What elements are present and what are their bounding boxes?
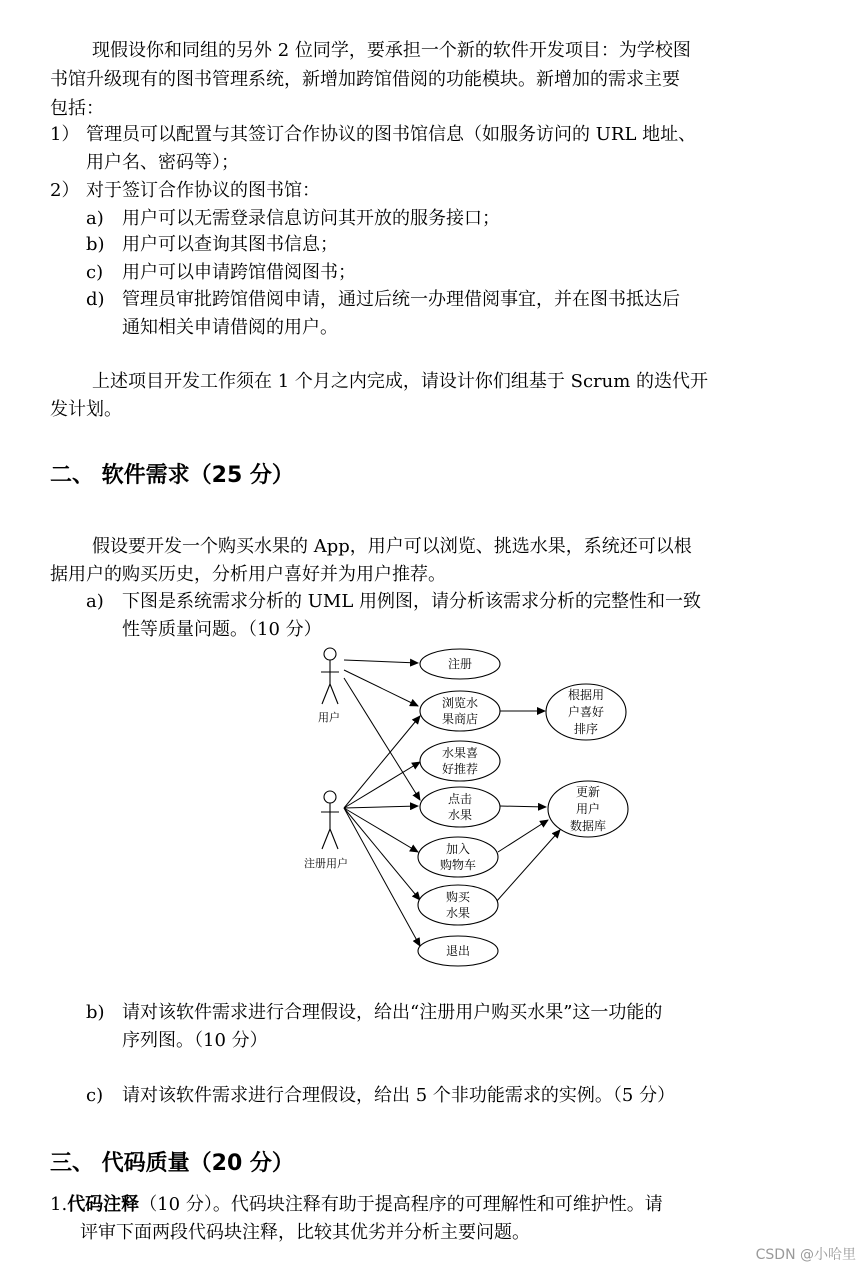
use-case-label: 用户 [575, 802, 601, 816]
section-heading: 二、 软件需求（25 分） [50, 463, 294, 488]
use-case-label: 注册 [447, 657, 473, 671]
use-case-label: 更新 [575, 785, 601, 799]
question-text: 序列图。（10 分） [122, 1030, 268, 1051]
sub-list-text: 用户可以申请跨馆借阅图书； [122, 262, 356, 283]
list-number: 2） [50, 180, 80, 201]
intro-paragraph-line: 包括： [50, 98, 104, 119]
use-case-label: 根据用 [567, 688, 605, 702]
use-case-label: 购买 [445, 890, 471, 904]
use-case-label: 户喜好 [567, 705, 605, 719]
task-paragraph-line: 发计划。 [50, 399, 122, 420]
actor-user-label: 用户 [318, 711, 340, 724]
use-case-label: 水果 [445, 906, 471, 920]
question-marker: c) [86, 1085, 104, 1106]
section2-intro-line: 据用户的购买历史，分析用户喜好并为用户推荐。 [50, 564, 446, 585]
question-text: 性等质量问题。（10 分） [122, 619, 322, 640]
section-heading: 三、 代码质量（20 分） [50, 1151, 294, 1176]
sub-list-text: 用户可以无需登录信息访问其开放的服务接口； [122, 208, 500, 229]
sub-list-text: 用户可以查询其图书信息； [122, 234, 338, 255]
sub-list-marker: c) [86, 262, 104, 283]
sub-list-text: 管理员审批跨馆借阅申请，通过后统一办理借阅事宜，并在图书抵达后 [122, 289, 680, 310]
use-case-label: 点击 [447, 792, 473, 806]
question-text: 请对该软件需求进行合理假设，给出“注册用户购买水果”这一功能的 [122, 1002, 663, 1023]
use-case-label: 水果喜 [441, 746, 479, 760]
use-case-label: 水果 [447, 808, 473, 822]
sub-list-marker: b) [86, 234, 105, 255]
actor-registered-user-figure [321, 791, 339, 849]
question-text: 请对该软件需求进行合理假设，给出 5 个非功能需求的实例。（5 分） [122, 1085, 676, 1106]
list-item-line: 评审下面两段代码块注释，比较其优劣并分析主要问题。 [80, 1222, 530, 1243]
sub-list-marker: d) [86, 289, 105, 310]
uml-use-case-diagram [290, 640, 640, 970]
use-case-label: 退出 [445, 944, 471, 958]
question-marker: a) [86, 591, 104, 612]
use-case-label: 加入 [445, 842, 471, 856]
section2-intro-line: 假设要开发一个购买水果的 App，用户可以浏览、挑选水果，系统还可以根 [92, 536, 692, 557]
list-item-line [50, 1190, 663, 1219]
use-case-label: 数据库 [569, 819, 607, 833]
use-case-label: 好推荐 [441, 762, 479, 776]
list-item-text: 管理员可以配置与其签订合作协议的图书馆信息（如服务访问的 URL 地址、 [86, 124, 697, 145]
use-case-label: 果商店 [441, 712, 479, 726]
sub-list-marker: a) [86, 208, 104, 229]
use-case-label: 排序 [573, 722, 599, 736]
use-case-label: 购物车 [439, 858, 477, 872]
list-item-text: 对于签订合作协议的图书馆： [86, 180, 320, 201]
sub-list-text: 通知相关申请借阅的用户。 [122, 317, 338, 338]
list-number: 1） [50, 124, 80, 145]
intro-paragraph-line: 现假设你和同组的另外 2 位同学，要承担一个新的软件开发项目：为学校图 [92, 40, 691, 61]
list-number: 1. [50, 1194, 68, 1215]
bold-term: 代码注释 [67, 1194, 140, 1215]
task-paragraph-line: 上述项目开发工作须在 1 个月之内完成，请设计你们组基于 Scrum 的迭代开 [92, 371, 709, 392]
list-item-text: 用户名、密码等）； [86, 152, 239, 173]
actor-registered-user-label: 注册用户 [304, 857, 348, 870]
question-marker: b) [86, 1002, 105, 1023]
watermark: CSDN @小哈里 [755, 1247, 856, 1263]
list-item-text: （10 分）。代码块注释有助于提高程序的可理解性和可维护性。请 [139, 1194, 663, 1215]
actor-user-figure [321, 648, 339, 704]
use-case-label: 浏览水 [441, 696, 479, 710]
intro-paragraph-line: 书馆升级现有的图书管理系统，新增加跨馆借阅的功能模块。新增加的需求主要 [50, 69, 680, 90]
question-text: 下图是系统需求分析的 UML 用例图，请分析该需求分析的完整性和一致 [122, 591, 701, 612]
